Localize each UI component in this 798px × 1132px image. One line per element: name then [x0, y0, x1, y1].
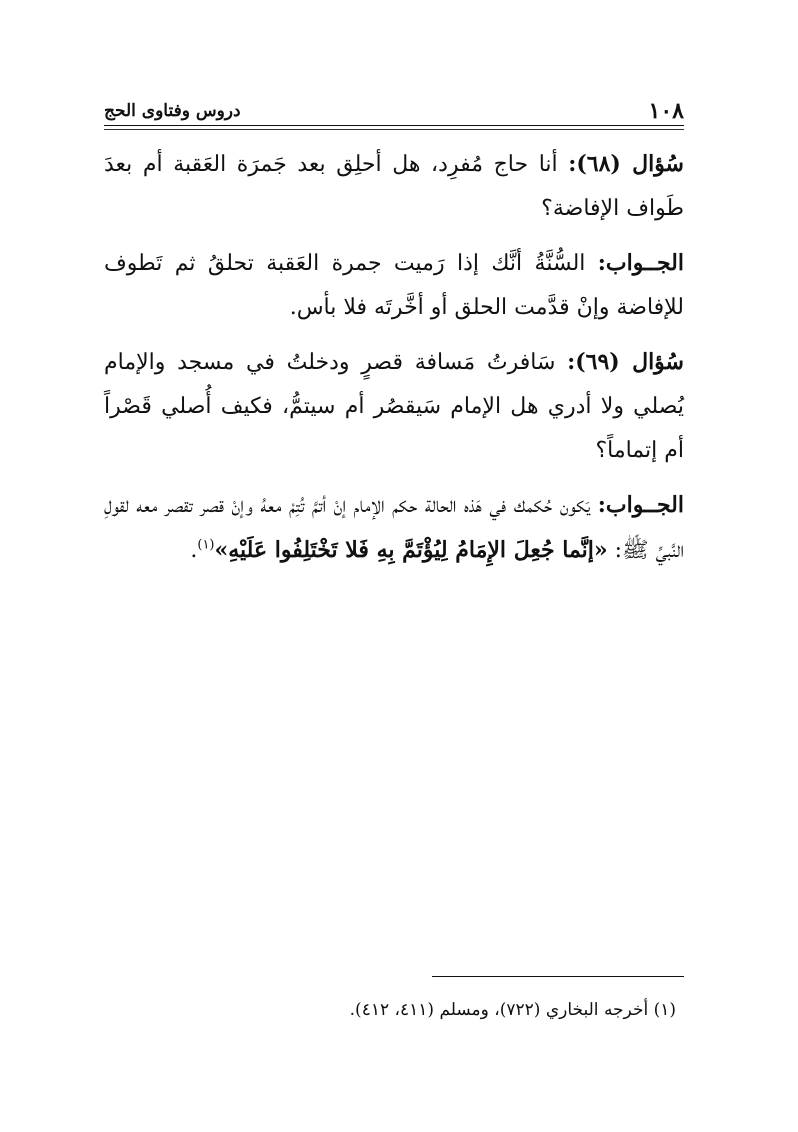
answer-label: الجــواب: [597, 492, 684, 518]
question-text: سَافرتُ مَسافة قصرٍ ودخلتُ في مسجد والإمام يُصلي ولا أدري هل الإمام سَيقصُر أم سيتمُّ، فكيف أُصلي قَصْراً أم إتماماً؟ [104, 350, 684, 463]
page-number: ١٠٨ [648, 98, 684, 124]
sentence-end: . [190, 538, 198, 563]
question-label: سُؤال (٦٨): [568, 151, 684, 177]
footnote-reference[interactable]: (١) [197, 537, 215, 553]
question-68 [104, 142, 684, 231]
answer-text: يَكون حُكمك في هَذه الحالة حكم الإمام إنْ أتمَّ تُتِمْ معهُ وإنْ قصر تقصر معه لقولِ النَّبيِّ ﷺ: [104, 493, 684, 563]
answer-68 [104, 241, 684, 330]
header-rule-thin [104, 129, 684, 130]
answer-label: الجــواب: [597, 250, 684, 276]
answer-69 [104, 483, 684, 573]
header-rule [104, 125, 684, 126]
running-header [104, 92, 684, 124]
running-title: دروس وفتاوى الحج [104, 101, 241, 121]
answer-text: السُّنَّةُ أنَّك إذا رَميت جمرة العَقبة تحلقُ ثم تَطوف للإفاضة وإنْ قدَّمت الحلق أو أخَّرتَه فلا بأس. [104, 251, 684, 320]
question-text: أنا حاج مُفرِد، هل أحلِق بعد جَمرَة العَقبة أم بعدَ طَواف الإفاضة؟ [104, 152, 684, 221]
footnote-rule [432, 976, 684, 977]
main-text [104, 142, 684, 583]
question-69 [104, 340, 684, 473]
hadith-quote: «إنَّما جُعِلَ الإِمَامُ لِيُؤْتَمَّ بِهِ فَلا تَخْتَلِفُوا عَلَيْهِ» [214, 537, 608, 563]
question-label: سُؤال (٦٩): [567, 349, 684, 375]
footnote-1: (١) أخرجه البخاري (٧٢٢)، ومسلم (٤١١، ٤١٢). [349, 1000, 676, 1020]
